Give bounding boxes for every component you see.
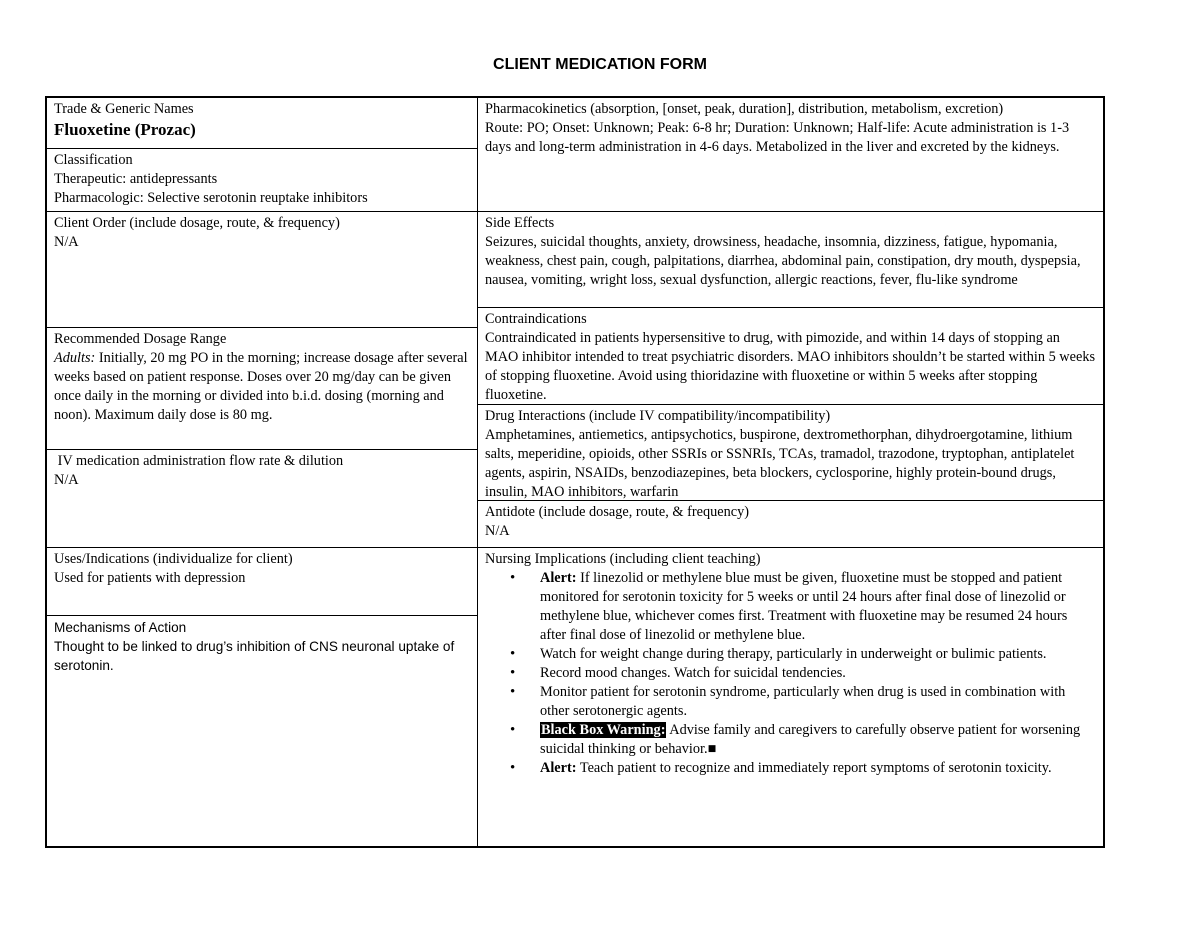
nursing-list [485, 569, 1096, 778]
dosage-label: Recommended Dosage Range [54, 331, 227, 347]
nursing-item [485, 759, 1096, 778]
contraindications-label: Contraindications [485, 311, 587, 327]
side-effects-text: Seizures, suicidal thoughts, anxiety, drowsiness, headache, insomnia, dizziness, fatigue, hypomania, weakness, chest pain, cough, palpitations, diarrhea, abdominal pain, constipation, dry mouth, dyspepsia, nausea, vomiting, wright loss, sexual dysfunction, allergic reactions, fever, flu-like syndrome [485, 234, 1081, 288]
nursing-item-text: Watch for weight change during therapy, particularly in underweight or bulimic patients. [540, 646, 1047, 662]
iv-label: IV medication administration flow rate & dilution [54, 453, 344, 469]
mechanism-label: Mechanisms of Action [54, 620, 187, 635]
antidote-cell [477, 500, 1105, 548]
interactions-text: Amphetamines, antiemetics, antipsychotics, buspirone, dextromethorphan, dihydroergotamine, lithium salts, meperidine, opioids, other SSRIs or SSNRIs, TCAs, tramadol, trazodone, tryptophan, antiplatelet agents, aspirin, NSAIDs, benzodiazepines, beta blockers, cyclosporine, highly protein-bound drugs, insulin, MAO inhibitors, warfarin [485, 427, 1075, 500]
alert-label: Alert: [540, 570, 577, 586]
classification-cell [45, 148, 478, 212]
names-label: Trade & Generic Names [54, 101, 194, 117]
mechanism-cell [45, 615, 478, 848]
nursing-item-text: Teach patient to recognize and immediately report symptoms of serotonin toxicity. [576, 760, 1052, 776]
pharmacokinetics-label: Pharmacokinetics (absorption, [onset, peak, duration], distribution, metabolism, excretion) [485, 101, 1004, 117]
nursing-item-text: If linezolid or methylene blue must be given, fluoxetine must be stopped and patient monitored for serotonin toxicity for 5 weeks or until 24 hours after final dose of linezolid or methylene blue, whichever comes first. Treatment with fluoxetine may be resumed 24 hours after final dose of linezolid or methylene blue. [540, 570, 1068, 643]
side-effects-label: Side Effects [485, 215, 555, 231]
classification-label: Classification [54, 152, 133, 168]
contraindications-text: Contraindicated in patients hypersensitive to drug, with pimozide, and within 14 days of stopping an MAO inhibitor intended to treat psychiatric disorders. MAO inhibitors shouldn’t be started within 5 weeks of stopping fluoxetine. Avoid using thioridazine with fluoxetine or within 5 weeks after stopping fluoxetine. [485, 330, 1096, 403]
form-title: CLIENT MEDICATION FORM [493, 56, 707, 73]
antidote-label: Antidote (include dosage, route, & frequency) [485, 504, 750, 520]
client-order-cell [45, 211, 478, 328]
interactions-cell [477, 404, 1105, 501]
interactions-label: Drug Interactions (include IV compatibility/incompatibility) [485, 408, 831, 424]
nursing-item [485, 569, 1096, 645]
pharmacologic-class: Pharmacologic: Selective serotonin reuptake inhibitors [54, 190, 368, 206]
nursing-item-text: Record mood changes. Watch for suicidal tendencies. [540, 665, 846, 681]
dosage-text [54, 349, 470, 425]
black-box-warning-label: Black Box Warning: [541, 722, 666, 738]
nursing-label: Nursing Implications (including client teaching) [485, 551, 761, 567]
therapeutic-class: Therapeutic: antidepressants [54, 171, 218, 187]
nursing-item [485, 645, 1096, 664]
dosage-detail: Initially, 20 mg PO in the morning; increase dosage after several weeks based on patient response. Doses over 20 mg/day can be given once daily in the morning or divided into b.i.d. dosing (morning and noon). Maximum daily dose is 80 mg. [54, 350, 468, 423]
nursing-item-text: Monitor patient for serotonin syndrome, particularly when drug is used in combination with other serotonergic agents. [540, 684, 1066, 719]
antidote-value: N/A [485, 523, 510, 539]
uses-cell [45, 547, 478, 616]
nursing-item [485, 683, 1096, 721]
nursing-cell [477, 547, 1105, 848]
contraindications-cell [477, 307, 1105, 405]
adults-label: Adults: [54, 350, 96, 366]
pharmacokinetics-cell [477, 96, 1105, 212]
iv-value: N/A [54, 472, 79, 488]
side-effects-cell [477, 211, 1105, 308]
end-mark-icon: ■ [707, 741, 717, 757]
nursing-item-text: Advise family and caregivers to carefully observe patient for worsening suicidal thinking or behavior. [540, 722, 1081, 757]
nursing-item [485, 664, 1096, 683]
dosage-cell [45, 327, 478, 450]
names-cell [45, 96, 478, 149]
drug-name: Fluoxetine (Prozac) [54, 120, 196, 139]
iv-cell [45, 449, 478, 548]
mechanism-text: Thought to be linked to drug’s inhibition of CNS neuronal uptake of serotonin. [54, 639, 455, 673]
alert-label: Alert: [540, 760, 577, 776]
uses-text: Used for patients with depression [54, 570, 246, 586]
pharmacokinetics-text: Route: PO; Onset: Unknown; Peak: 6-8 hr; Duration: Unknown; Half-life: Acute administration is 1-3 days and long-term administration in 4-6 days. Metabolized in the liver and excreted by the kidneys. [485, 120, 1070, 155]
uses-label: Uses/Indications (individualize for client) [54, 551, 293, 567]
client-order-label: Client Order (include dosage, route, & frequency) [54, 215, 340, 231]
nursing-item [485, 721, 1096, 759]
client-order-value: N/A [54, 234, 79, 250]
